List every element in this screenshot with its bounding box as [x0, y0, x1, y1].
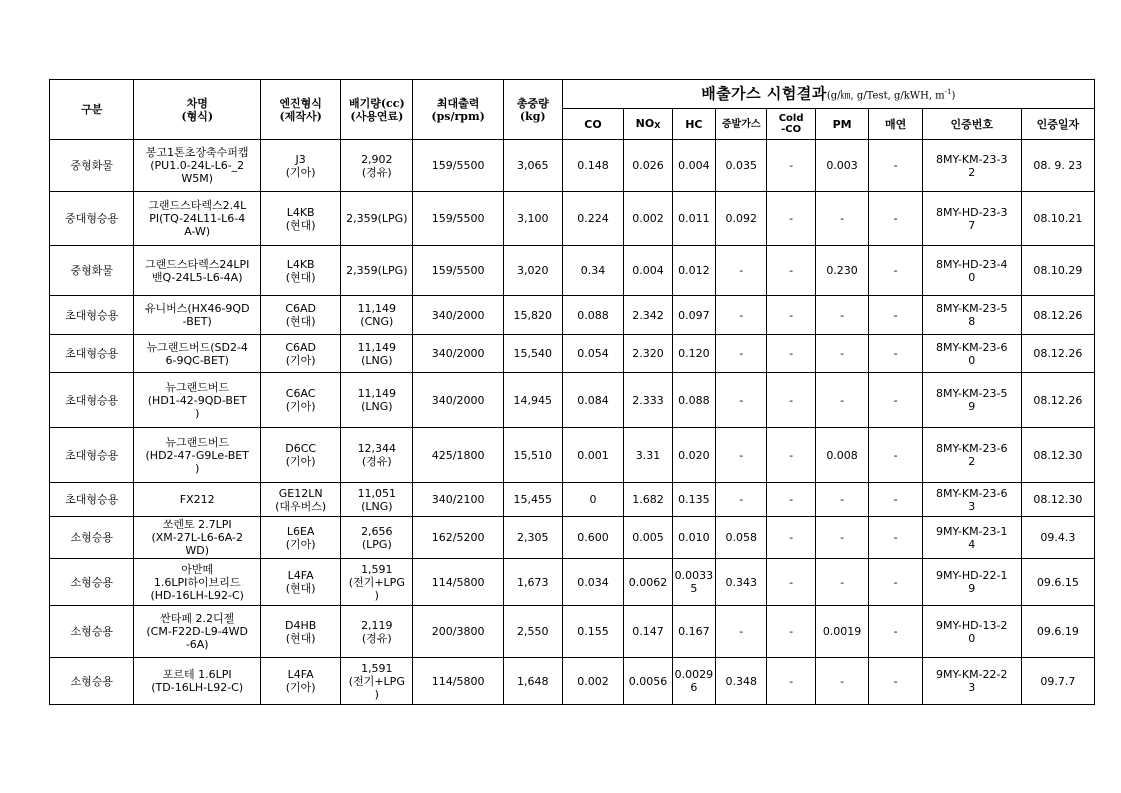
cell-evap: -: [715, 335, 766, 373]
cell-engine: L4FA (현대): [261, 559, 341, 606]
cell-category: 초대형승용: [50, 296, 134, 335]
cell-gross-weight: 3,020: [503, 246, 562, 296]
header-nox: NOX: [624, 109, 672, 140]
cell-engine: L4FA (기아): [261, 658, 341, 705]
cell-nox: 1.682: [624, 483, 672, 517]
cell-displacement: 2,656 (LPG): [341, 517, 413, 559]
header-evap: 증발가스: [715, 109, 766, 140]
header-cert-no: 인증번호: [922, 109, 1021, 140]
cell-max-power: 200/3800: [413, 606, 504, 658]
cell-nox: 0.026: [624, 140, 672, 192]
cell-evap: -: [715, 606, 766, 658]
cell-gross-weight: 15,820: [503, 296, 562, 335]
cell-nox: 0.002: [624, 192, 672, 246]
cell-cold-co: -: [767, 335, 815, 373]
cell-gross-weight: 2,305: [503, 517, 562, 559]
cell-max-power: 162/5200: [413, 517, 504, 559]
table-body: [50, 140, 1095, 705]
cell-category: 초대형승용: [50, 335, 134, 373]
cell-max-power: 340/2000: [413, 296, 504, 335]
cell-model: 포르테 1.6LPI (TD-16LH-L92-C): [134, 658, 261, 705]
cell-hc: 0.011: [672, 192, 715, 246]
cell-gross-weight: 3,065: [503, 140, 562, 192]
cell-hc: 0.010: [672, 517, 715, 559]
cell-hc: 0.135: [672, 483, 715, 517]
cell-smoke: -: [869, 559, 923, 606]
cell-co: 0.224: [562, 192, 624, 246]
cell-displacement: 2,902 (경유): [341, 140, 413, 192]
cell-cert-no: 9MY-KM-23-1 4: [922, 517, 1021, 559]
cell-displacement: 1,591 (전기+LPG ): [341, 559, 413, 606]
cell-gross-weight: 15,540: [503, 335, 562, 373]
cell-gross-weight: 1,673: [503, 559, 562, 606]
cell-gross-weight: 1,648: [503, 658, 562, 705]
cell-max-power: 114/5800: [413, 658, 504, 705]
cell-model: 싼타페 2.2디젤 (CM-F22D-L9-4WD -6A): [134, 606, 261, 658]
header-results: 배출가스 시험결과(g/㎞, g/Test, g/kWH, $m^{-1}$): [562, 80, 1094, 109]
cell-category: 초대형승용: [50, 373, 134, 428]
cell-cert-date: 09.6.19: [1021, 606, 1094, 658]
cell-smoke: -: [869, 246, 923, 296]
cell-nox: 2.333: [624, 373, 672, 428]
table-row: [50, 246, 1095, 296]
cell-max-power: 425/1800: [413, 428, 504, 483]
cell-cert-no: 9MY-KM-22-2 3: [922, 658, 1021, 705]
cell-cert-no: 8MY-KM-23-3 2: [922, 140, 1021, 192]
cell-co: 0.600: [562, 517, 624, 559]
cell-pm: -: [815, 517, 869, 559]
cell-pm: -: [815, 335, 869, 373]
cell-model: 뉴그랜드버드(SD2-4 6-9QC-BET): [134, 335, 261, 373]
cell-cold-co: -: [767, 606, 815, 658]
cell-engine: L4KB (현대): [261, 192, 341, 246]
header-category: 구분: [50, 80, 134, 140]
cell-cert-date: 08. 9. 23: [1021, 140, 1094, 192]
cell-cert-no: 8MY-KM-23-6 0: [922, 335, 1021, 373]
cell-cold-co: -: [767, 517, 815, 559]
cell-co: 0.001: [562, 428, 624, 483]
header-smoke: 매연: [869, 109, 923, 140]
cell-evap: -: [715, 483, 766, 517]
cell-co: 0.34: [562, 246, 624, 296]
cell-engine: D4HB (현대): [261, 606, 341, 658]
cell-smoke: -: [869, 373, 923, 428]
cell-displacement: 2,119 (경유): [341, 606, 413, 658]
cell-pm: 0.003: [815, 140, 869, 192]
cell-smoke: -: [869, 192, 923, 246]
cell-engine: L4KB (현대): [261, 246, 341, 296]
cell-max-power: 340/2100: [413, 483, 504, 517]
cell-max-power: 340/2000: [413, 335, 504, 373]
cell-evap: -: [715, 373, 766, 428]
cell-evap: 0.035: [715, 140, 766, 192]
cell-cert-date: 08.12.26: [1021, 296, 1094, 335]
cell-model: 봉고1톤초장축수퍼캡 (PU1.0-24L-L6-_2 W5M): [134, 140, 261, 192]
cell-engine: GE12LN (대우버스): [261, 483, 341, 517]
cell-nox: 2.342: [624, 296, 672, 335]
cell-engine: C6AD (기아): [261, 335, 341, 373]
cell-co: 0.002: [562, 658, 624, 705]
cell-category: 초대형승용: [50, 428, 134, 483]
cell-smoke: -: [869, 428, 923, 483]
cell-cert-no: 8MY-KM-23-5 8: [922, 296, 1021, 335]
cell-smoke: -: [869, 606, 923, 658]
table-row: [50, 140, 1095, 192]
cell-co: 0.155: [562, 606, 624, 658]
cell-nox: 2.320: [624, 335, 672, 373]
cell-pm: 0.0019: [815, 606, 869, 658]
header-pm: PM: [815, 109, 869, 140]
cell-cert-no: 8MY-KM-23-5 9: [922, 373, 1021, 428]
cell-co: 0.148: [562, 140, 624, 192]
cell-max-power: 159/5500: [413, 246, 504, 296]
header-hc: HC: [672, 109, 715, 140]
cell-cert-no: 8MY-KM-23-6 3: [922, 483, 1021, 517]
header-displacement: 배기량(cc) (사용연료): [341, 80, 413, 140]
cell-nox: 3.31: [624, 428, 672, 483]
cell-co: 0: [562, 483, 624, 517]
cell-displacement: 11,149 (LNG): [341, 373, 413, 428]
cell-pm: -: [815, 658, 869, 705]
cell-pm: -: [815, 296, 869, 335]
cell-model: 그랜드스타렉스2.4L PI(TQ-24L11-L6-4 A-W): [134, 192, 261, 246]
cell-evap: -: [715, 246, 766, 296]
cell-cert-date: 08.12.26: [1021, 335, 1094, 373]
table-row: [50, 606, 1095, 658]
cell-hc: 0.004: [672, 140, 715, 192]
cell-hc: 0.088: [672, 373, 715, 428]
cell-cert-date: 09.4.3: [1021, 517, 1094, 559]
cell-engine: D6CC (기아): [261, 428, 341, 483]
cell-category: 소형승용: [50, 658, 134, 705]
cell-category: 소형승용: [50, 559, 134, 606]
cell-model: 뉴그랜드버드 (HD1-42-9QD-BET ): [134, 373, 261, 428]
cell-displacement: 1,591 (전기+LPG ): [341, 658, 413, 705]
cell-cold-co: -: [767, 373, 815, 428]
cell-cert-no: 9MY-HD-22-1 9: [922, 559, 1021, 606]
cell-cert-no: 8MY-HD-23-4 0: [922, 246, 1021, 296]
cell-cold-co: -: [767, 428, 815, 483]
cell-model: FX212: [134, 483, 261, 517]
cell-model: 아반떼 1.6LPI하이브리드 (HD-16LH-L92-C): [134, 559, 261, 606]
cell-smoke: -: [869, 296, 923, 335]
cell-evap: 0.092: [715, 192, 766, 246]
cell-hc: 0.120: [672, 335, 715, 373]
cell-model: 뉴그랜드버드 (HD2-47-G9Le-BET ): [134, 428, 261, 483]
cell-co: 0.054: [562, 335, 624, 373]
cell-evap: -: [715, 428, 766, 483]
cell-cold-co: -: [767, 246, 815, 296]
header-co: CO: [562, 109, 624, 140]
cell-category: 초대형승용: [50, 483, 134, 517]
cell-category: 소형승용: [50, 517, 134, 559]
cell-hc: 0.0033 5: [672, 559, 715, 606]
table-row: [50, 428, 1095, 483]
cell-smoke: -: [869, 658, 923, 705]
cell-category: 중대형승용: [50, 192, 134, 246]
cell-hc: 0.012: [672, 246, 715, 296]
cell-category: 소형승용: [50, 606, 134, 658]
header-model: 차명 (형식): [134, 80, 261, 140]
cell-displacement: 12,344 (경유): [341, 428, 413, 483]
table-row: [50, 658, 1095, 705]
cell-cert-date: 08.10.29: [1021, 246, 1094, 296]
cell-smoke: -: [869, 140, 923, 192]
cell-nox: 0.0056: [624, 658, 672, 705]
header-gross-weight: 총중량 (kg): [503, 80, 562, 140]
cell-cert-date: 09.7.7: [1021, 658, 1094, 705]
emission-test-table: [49, 79, 1095, 705]
cell-hc: 0.0029 6: [672, 658, 715, 705]
cell-cold-co: -: [767, 296, 815, 335]
cell-cert-date: 08.12.26: [1021, 373, 1094, 428]
cell-evap: 0.348: [715, 658, 766, 705]
cell-displacement: 11,149 (CNG): [341, 296, 413, 335]
cell-evap: 0.343: [715, 559, 766, 606]
cell-gross-weight: 15,455: [503, 483, 562, 517]
cell-gross-weight: 2,550: [503, 606, 562, 658]
cell-model: 쏘렌토 2.7LPI (XM-27L-L6-6A-2 WD): [134, 517, 261, 559]
cell-cold-co: -: [767, 658, 815, 705]
cell-hc: 0.167: [672, 606, 715, 658]
cell-evap: -: [715, 296, 766, 335]
cell-nox: 0.004: [624, 246, 672, 296]
cell-max-power: 159/5500: [413, 192, 504, 246]
cell-cert-date: 09.6.15: [1021, 559, 1094, 606]
cell-smoke: -: [869, 517, 923, 559]
cell-cold-co: -: [767, 192, 815, 246]
header-max-power: 최대출력 (ps/rpm): [413, 80, 504, 140]
cell-engine: J3 (기아): [261, 140, 341, 192]
header-cert-date: 인증일자: [1021, 109, 1094, 140]
cell-nox: 0.0062: [624, 559, 672, 606]
cell-engine: L6EA (기아): [261, 517, 341, 559]
table-row: [50, 517, 1095, 559]
cell-cert-no: 8MY-HD-23-3 7: [922, 192, 1021, 246]
cell-cert-no: 9MY-HD-13-2 0: [922, 606, 1021, 658]
table-row: [50, 296, 1095, 335]
cell-evap: 0.058: [715, 517, 766, 559]
cell-gross-weight: 3,100: [503, 192, 562, 246]
table-row: [50, 192, 1095, 246]
cell-cert-date: 08.12.30: [1021, 483, 1094, 517]
cell-nox: 0.005: [624, 517, 672, 559]
cell-gross-weight: 15,510: [503, 428, 562, 483]
cell-max-power: 340/2000: [413, 373, 504, 428]
header-engine: 엔진형식 (제작사): [261, 80, 341, 140]
cell-model: 그랜드스타렉스24LPI 밴Q-24L5-L6-4A): [134, 246, 261, 296]
cell-displacement: 11,051 (LNG): [341, 483, 413, 517]
cell-category: 중형화물: [50, 246, 134, 296]
cell-nox: 0.147: [624, 606, 672, 658]
cell-cold-co: -: [767, 559, 815, 606]
cell-hc: 0.020: [672, 428, 715, 483]
table-row: [50, 559, 1095, 606]
header-cold-co: Cold -CO: [767, 109, 815, 140]
table-row: [50, 373, 1095, 428]
cell-pm: 0.008: [815, 428, 869, 483]
cell-engine: C6AD (현대): [261, 296, 341, 335]
cell-smoke: -: [869, 335, 923, 373]
cell-cold-co: -: [767, 140, 815, 192]
cell-cert-no: 8MY-KM-23-6 2: [922, 428, 1021, 483]
table-row: [50, 335, 1095, 373]
cell-cert-date: 08.12.30: [1021, 428, 1094, 483]
cell-pm: 0.230: [815, 246, 869, 296]
cell-co: 0.088: [562, 296, 624, 335]
cell-category: 중형화물: [50, 140, 134, 192]
cell-co: 0.084: [562, 373, 624, 428]
cell-displacement: 2,359(LPG): [341, 192, 413, 246]
cell-gross-weight: 14,945: [503, 373, 562, 428]
cell-displacement: 2,359(LPG): [341, 246, 413, 296]
cell-max-power: 159/5500: [413, 140, 504, 192]
cell-displacement: 11,149 (LNG): [341, 335, 413, 373]
cell-co: 0.034: [562, 559, 624, 606]
cell-smoke: -: [869, 483, 923, 517]
cell-hc: 0.097: [672, 296, 715, 335]
cell-cert-date: 08.10.21: [1021, 192, 1094, 246]
cell-pm: -: [815, 559, 869, 606]
cell-cold-co: -: [767, 483, 815, 517]
cell-pm: -: [815, 192, 869, 246]
cell-model: 유니버스(HX46-9QD -BET): [134, 296, 261, 335]
cell-pm: -: [815, 483, 869, 517]
cell-max-power: 114/5800: [413, 559, 504, 606]
cell-engine: C6AC (기아): [261, 373, 341, 428]
cell-pm: -: [815, 373, 869, 428]
table-row: [50, 483, 1095, 517]
